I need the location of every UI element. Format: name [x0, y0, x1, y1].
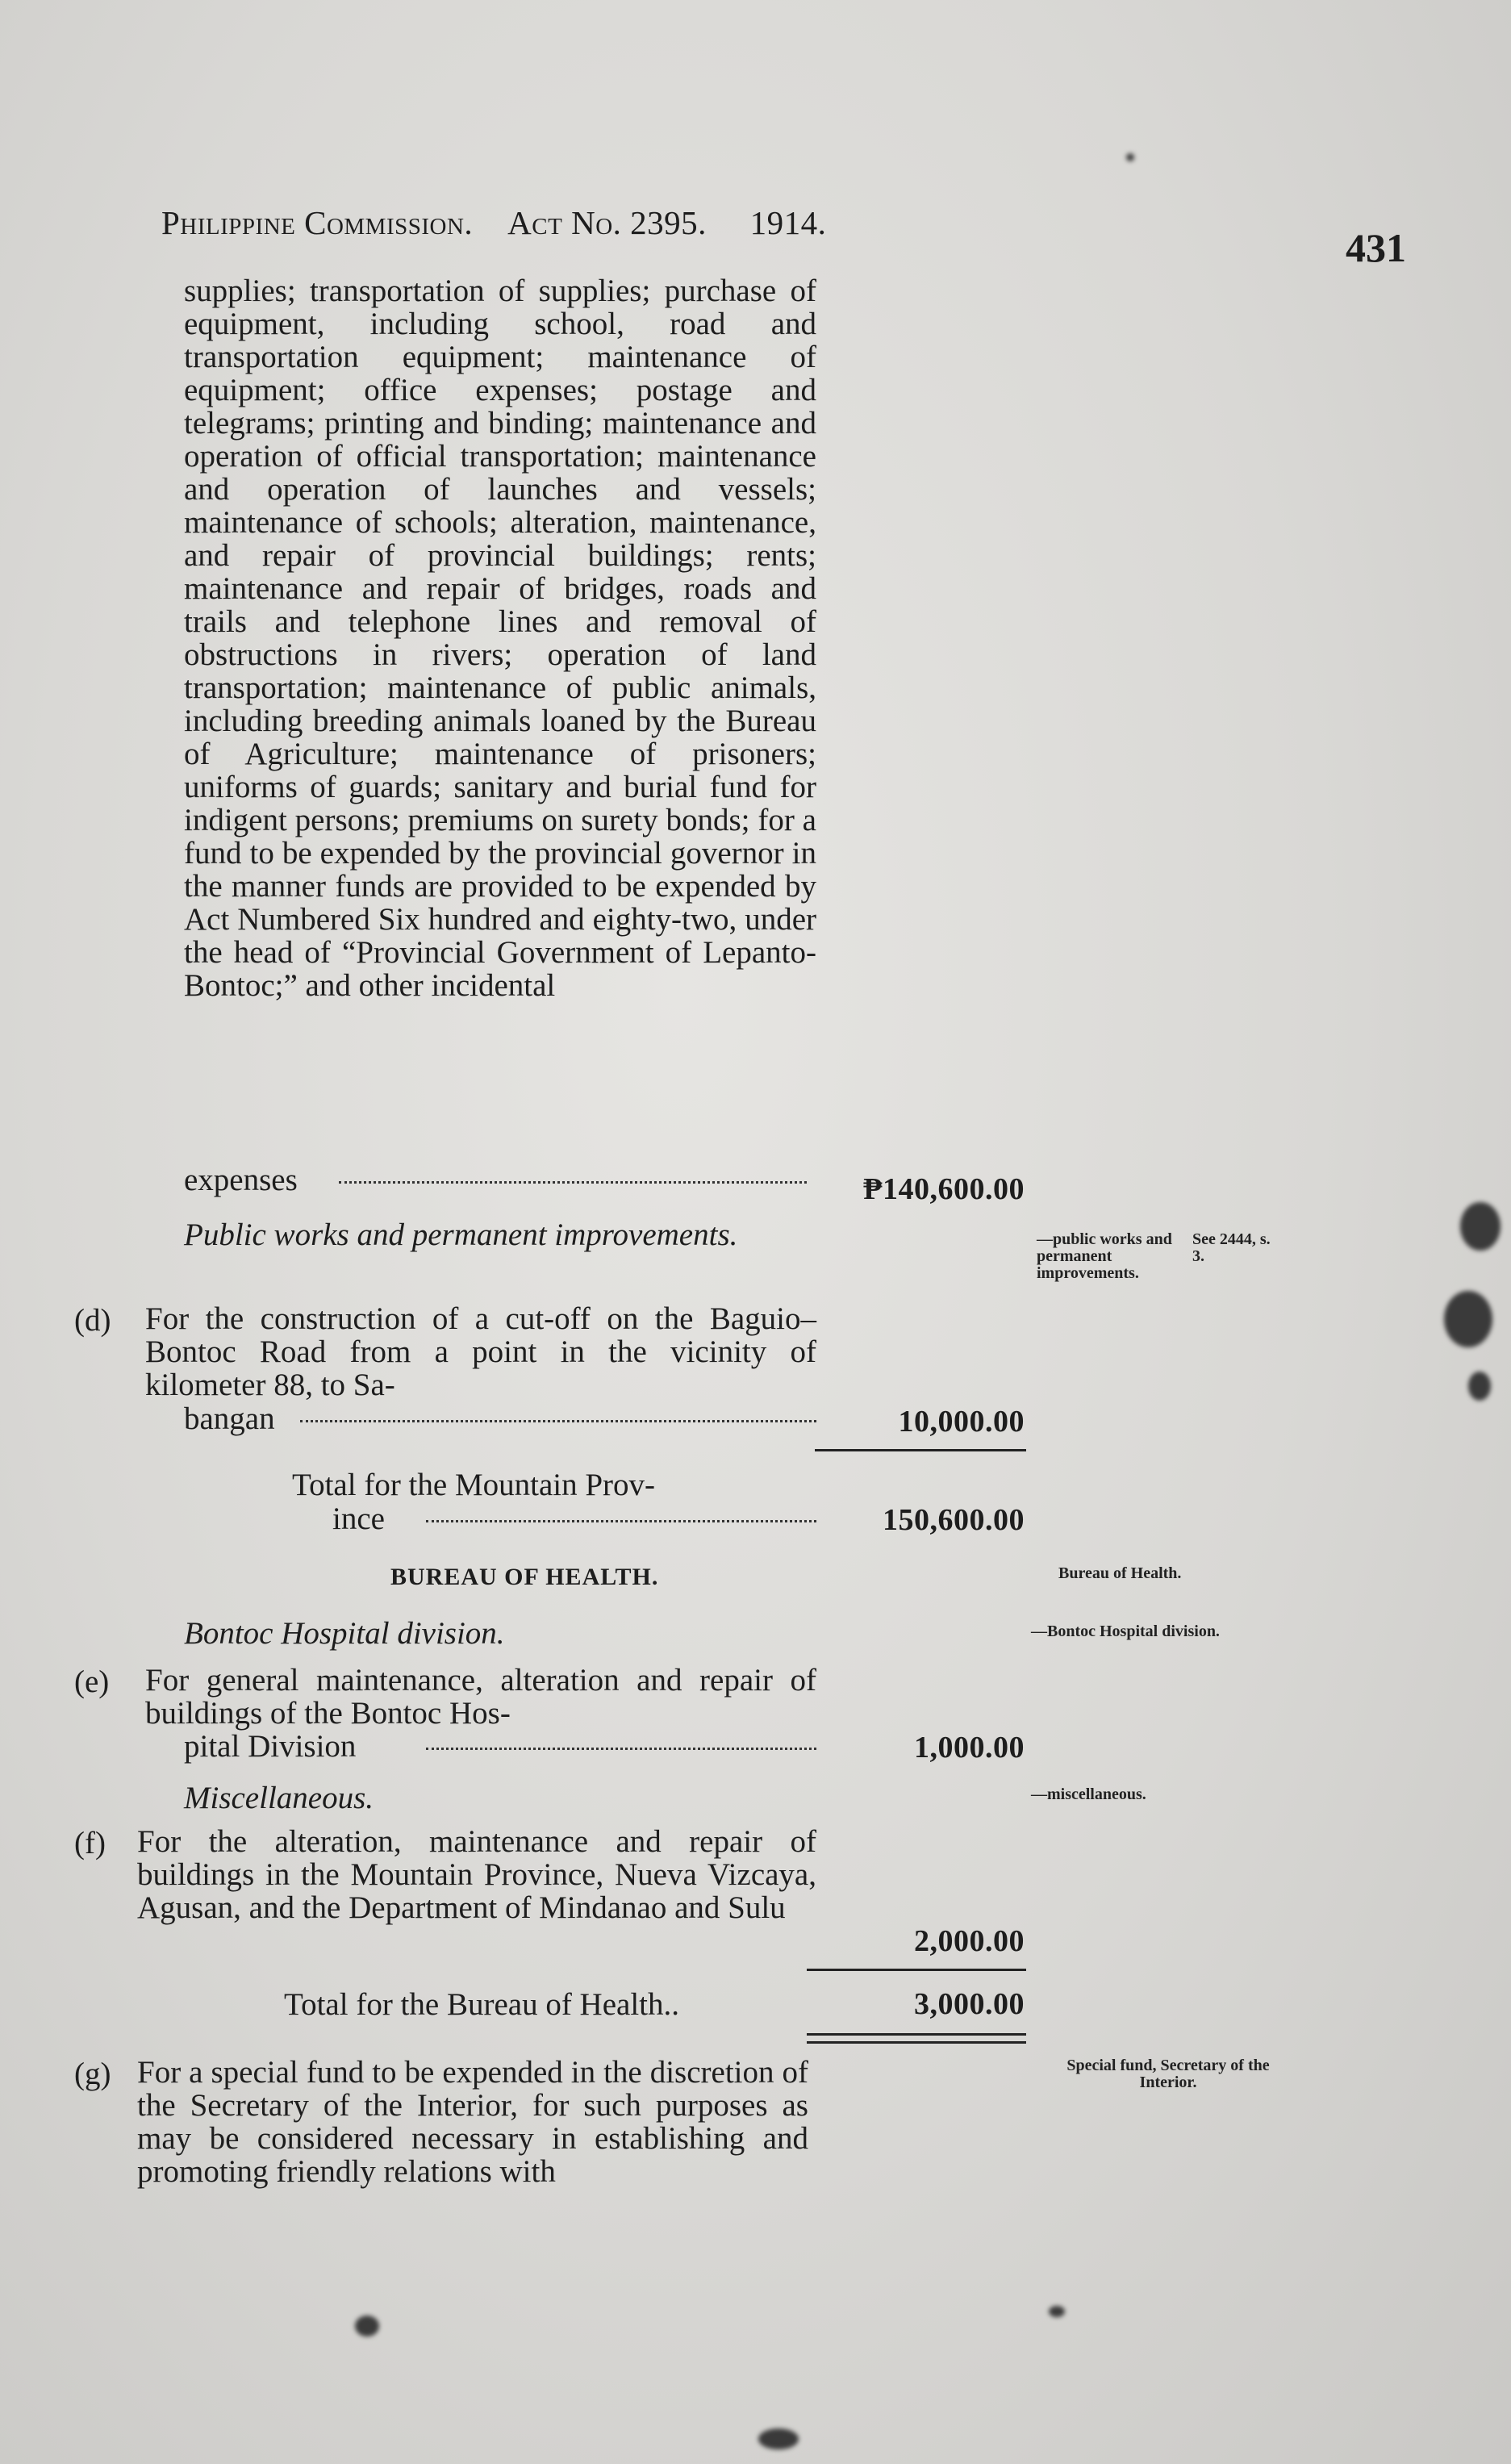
expenses-amount: ₱140,600.00: [863, 1172, 1025, 1206]
item-e-text: For general maintenance, alteration and repair of buildings of the Bontoc Hos-: [145, 1663, 816, 1731]
subtotal-rule: [815, 1449, 1026, 1451]
ink-blot: [1460, 1202, 1501, 1251]
item-e-amount: 1,000.00: [914, 1731, 1025, 1764]
total-mountain-amount: 150,600.00: [883, 1503, 1025, 1537]
public-works-margin-note: —public works and permanent improvements.: [1037, 1230, 1172, 1282]
bontoc-hospital-heading: Bontoc Hospital division.: [184, 1616, 505, 1651]
total-health-amount: 3,000.00: [914, 1987, 1025, 2021]
ink-blot: [1126, 153, 1134, 161]
item-g-text: For a special fund to be expended in the discretion of the Secretary of the Interior, for such purposes as may be considered necessary in establishing and promoting friendly relations with: [137, 2055, 808, 2189]
bureau-of-health-margin-note: Bureau of Health.: [1058, 1564, 1182, 1582]
total-mountain-line2: ince: [332, 1501, 385, 1536]
header-year: 1914.: [749, 204, 827, 241]
item-d-last-line: bangan: [184, 1401, 275, 1436]
running-header: [161, 203, 826, 242]
leader-dots: [426, 1748, 816, 1750]
item-g-letter: (g): [74, 2057, 111, 2091]
total-health-label: Total for the Bureau of Health..: [284, 1987, 680, 2022]
miscellaneous-heading: Miscellaneous.: [184, 1781, 374, 1815]
ink-blot: [1468, 1372, 1491, 1401]
bontoc-hospital-margin-note: —Bontoc Hospital division.: [1031, 1622, 1220, 1640]
leader-dots: [426, 1520, 816, 1522]
item-d-letter: (d): [74, 1303, 111, 1338]
total-mountain-line1: Total for the Mountain Prov-: [292, 1468, 656, 1502]
ink-blot: [1049, 2306, 1065, 2317]
special-fund-margin-note: Special fund, Secretary of the Interior.: [1066, 2057, 1270, 2091]
item-e-last-line: pital Division: [184, 1729, 357, 1764]
header-act: Act No. 2395.: [507, 204, 707, 241]
ink-blot: [1444, 1291, 1492, 1347]
subtotal-rule: [807, 1969, 1026, 1971]
expenses-label: expenses: [184, 1163, 298, 1197]
miscellaneous-margin-note: —miscellaneous.: [1031, 1785, 1146, 1803]
item-f-letter: (f): [74, 1826, 106, 1861]
leader-dots: [339, 1181, 807, 1184]
item-e-letter: (e): [74, 1664, 110, 1699]
item-d-text: For the construction of a cut-off on the Baguio–Bontoc Road from a point in the vicinity of kilometer 88, to Sa-: [145, 1301, 816, 1402]
double-rule-top: [807, 2033, 1026, 2036]
ink-blot: [758, 2429, 799, 2449]
page-number: 431: [1346, 225, 1406, 270]
header-commission: Philippine Commission.: [161, 204, 474, 241]
leader-dots: [300, 1420, 816, 1422]
continuation-paragraph: supplies; transportation of supplies; purchase of equipment, including school, road and transportation equipment; maintenance of equipment; office expenses; postage and telegrams; printing and binding; maintenance and operation of official transportation; maintenance and operation of launches and vessels; maintenance of schools; alteration, maintenance, and repair of provincial buildings; rents; maintenance and repair of bridges, roads and trails and telephone lines and removal of obstructions in rivers; operation of land transportation; maintenance of public animals, including breeding animals loaned by the Bureau of Agriculture; maintenance of prisoners; uniforms of guards; sanitary and burial fund for indigent persons; premiums on surety bonds; for a fund to be expended by the provincial governor in the manner funds are provided to be expended by Act Numbered Six hundred and eighty-two, under the head of “Provincial Government of Lepanto-Bontoc;” and other incidental: [184, 274, 816, 1003]
item-d-amount: 10,000.00: [898, 1405, 1025, 1439]
double-rule-bottom: [807, 2041, 1026, 2044]
public-works-heading: Public works and permanent improvements.: [184, 1217, 738, 1252]
see-reference: See 2444, s. 3.: [1192, 1230, 1271, 1265]
item-f-text: For the alteration, maintenance and repair of buildings in the Mountain Province, Nueva Vizcaya, Agusan, and the Department of Mindanao and Sulu: [137, 1824, 816, 1925]
ink-blot: [355, 2316, 379, 2337]
item-f-amount: 2,000.00: [914, 1924, 1025, 1958]
bureau-of-health-heading: BUREAU OF HEALTH.: [390, 1564, 659, 1590]
